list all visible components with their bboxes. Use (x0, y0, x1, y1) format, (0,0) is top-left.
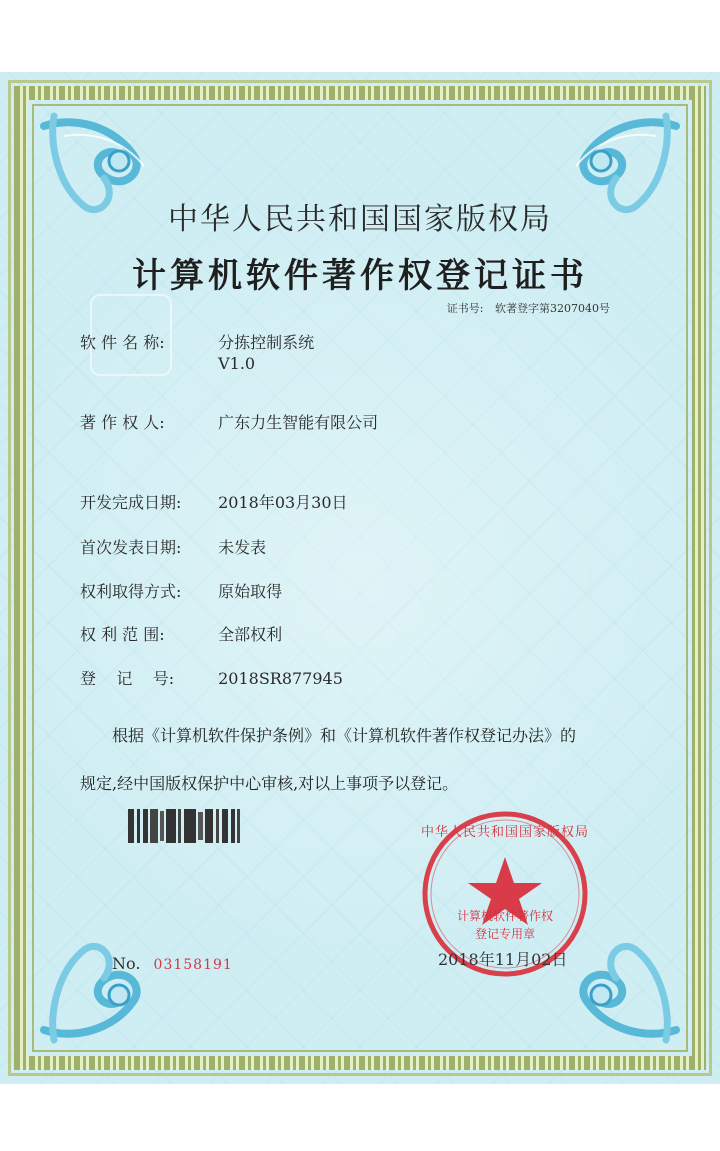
serial-no-value: 03158191 (153, 957, 233, 973)
cert-no-label: 证书号: (446, 302, 484, 315)
statement-line2: 规定,经中国版权保护中心审核,对以上事项予以登记。 (80, 774, 459, 793)
statement-line1: 根据《计算机软件保护条例》和《计算机软件著作权登记办法》的 (112, 726, 577, 745)
field-rights-scope (80, 622, 282, 645)
field-value: 广东力生智能有限公司 (218, 413, 379, 432)
field-publish-date (80, 535, 266, 558)
field-acquisition-method (80, 579, 282, 602)
field-label: 权 利 范 围: (80, 625, 165, 644)
seal-inner-line1: 计算机软件著作权 (456, 909, 553, 923)
field-value: V1.0 (218, 354, 256, 373)
serial-number (112, 954, 233, 973)
field-label: 登 记 号: (80, 669, 175, 688)
seal-inner-line2: 登记专用章 (474, 927, 535, 941)
scroll-ornament-icon (34, 900, 184, 1050)
field-copyright-owner (80, 410, 378, 433)
field-label: 开发完成日期: (80, 493, 182, 512)
field-value: 2018年03月30日 (218, 493, 348, 512)
field-value: 分拣控制系统 (218, 333, 315, 352)
seal-arc-text: 中华人民共和国国家版权局 (420, 825, 589, 840)
field-label: 软 件 名 称: (80, 333, 165, 352)
serial-no-label: No. (112, 954, 141, 973)
certificate (0, 72, 720, 1084)
certificate-number (447, 300, 610, 316)
field-registration-number (80, 666, 343, 689)
field-label: 权利取得方式: (80, 582, 182, 601)
field-completion-date (80, 490, 348, 513)
field-value: 全部权利 (218, 625, 283, 644)
cert-no-value: 软著登字第3207040号 (495, 302, 610, 315)
field-software-name (80, 330, 314, 353)
statement (80, 712, 650, 808)
certificate-title: 计算机软件著作权登记证书 (132, 256, 588, 296)
field-label: 著 作 权 人: (80, 413, 165, 432)
field-label: 首次发表日期: (80, 538, 182, 557)
issue-date: 2018年11月02日 (438, 950, 568, 969)
field-software-version (80, 354, 255, 373)
field-value: 未发表 (218, 538, 267, 557)
field-value: 2018SR877945 (218, 669, 343, 688)
field-value: 原始取得 (218, 582, 283, 601)
barcode-icon (128, 809, 240, 843)
issuer-title: 中华人民共和国国家版权局 (168, 202, 552, 237)
